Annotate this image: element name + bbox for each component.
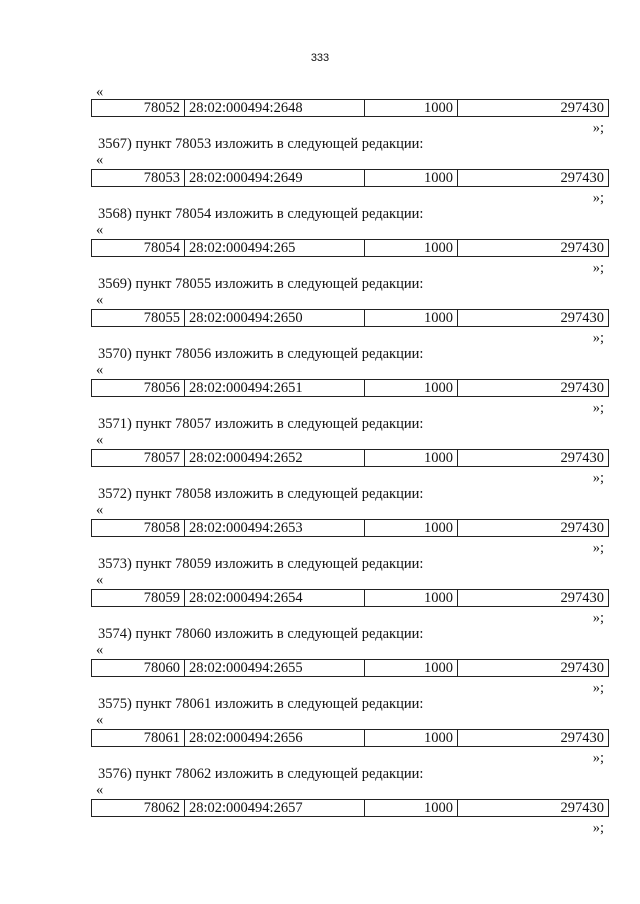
amendment-instruction: 3574) пункт 78060 изложить в следующей редакции: <box>98 626 424 642</box>
amendment-instruction: 3570) пункт 78056 изложить в следующей редакции: <box>98 346 424 362</box>
table-row <box>91 239 609 257</box>
item-number-cell: 78056 <box>92 380 185 396</box>
close-quote: »; <box>592 820 604 836</box>
close-quote: »; <box>592 750 604 766</box>
open-quote: « <box>96 84 104 100</box>
value-cell: 297430 <box>560 240 604 256</box>
table-row <box>91 449 609 467</box>
close-quote: »; <box>592 260 604 276</box>
close-quote: »; <box>592 120 604 136</box>
open-quote: « <box>96 432 104 448</box>
open-quote: « <box>96 712 104 728</box>
close-quote: »; <box>592 540 604 556</box>
amendment-instruction: 3572) пункт 78058 изложить в следующей редакции: <box>98 486 424 502</box>
area-cell: 1000 <box>365 450 458 466</box>
amendment-instruction: 3569) пункт 78055 изложить в следующей редакции: <box>98 276 424 292</box>
cadastral-number-cell: 28:02:000494:2648 <box>185 100 365 116</box>
amendment-instruction: 3568) пункт 78054 изложить в следующей редакции: <box>98 206 424 222</box>
item-number-cell: 78061 <box>92 730 185 746</box>
amendment-instruction: 3576) пункт 78062 изложить в следующей редакции: <box>98 766 424 782</box>
cadastral-number-cell: 28:02:000494:2653 <box>185 520 365 536</box>
table-row <box>91 799 609 817</box>
table-row <box>91 659 609 677</box>
item-number-cell: 78059 <box>92 590 185 606</box>
cadastral-number-cell: 28:02:000494:2655 <box>185 660 365 676</box>
cadastral-number-cell: 28:02:000494:2654 <box>185 590 365 606</box>
cadastral-number-cell: 28:02:000494:2649 <box>185 170 365 186</box>
value-cell: 297430 <box>560 590 604 606</box>
close-quote: »; <box>592 330 604 346</box>
value-cell: 297430 <box>560 170 604 186</box>
area-cell: 1000 <box>365 310 458 326</box>
open-quote: « <box>96 222 104 238</box>
area-cell: 1000 <box>365 590 458 606</box>
amendment-instruction: 3571) пункт 78057 изложить в следующей редакции: <box>98 416 424 432</box>
open-quote: « <box>96 362 104 378</box>
table-row <box>91 309 609 327</box>
close-quote: »; <box>592 470 604 486</box>
item-number-cell: 78058 <box>92 520 185 536</box>
open-quote: « <box>96 152 104 168</box>
area-cell: 1000 <box>365 170 458 186</box>
close-quote: »; <box>592 680 604 696</box>
value-cell: 297430 <box>560 660 604 676</box>
item-number-cell: 78060 <box>92 660 185 676</box>
table-row <box>91 729 609 747</box>
value-cell: 297430 <box>560 730 604 746</box>
item-number-cell: 78053 <box>92 170 185 186</box>
value-cell: 297430 <box>560 380 604 396</box>
value-cell: 297430 <box>560 800 604 816</box>
open-quote: « <box>96 642 104 658</box>
area-cell: 1000 <box>365 100 458 116</box>
close-quote: »; <box>592 400 604 416</box>
item-number-cell: 78054 <box>92 240 185 256</box>
value-cell: 297430 <box>560 450 604 466</box>
cadastral-number-cell: 28:02:000494:2650 <box>185 310 365 326</box>
open-quote: « <box>96 782 104 798</box>
item-number-cell: 78062 <box>92 800 185 816</box>
area-cell: 1000 <box>365 520 458 536</box>
area-cell: 1000 <box>365 800 458 816</box>
table-row <box>91 169 609 187</box>
cadastral-number-cell: 28:02:000494:2651 <box>185 380 365 396</box>
item-number-cell: 78057 <box>92 450 185 466</box>
open-quote: « <box>96 502 104 518</box>
amendment-instruction: 3567) пункт 78053 изложить в следующей редакции: <box>98 136 424 152</box>
cadastral-number-cell: 28:02:000494:2657 <box>185 800 365 816</box>
open-quote: « <box>96 572 104 588</box>
amendment-instruction: 3573) пункт 78059 изложить в следующей редакции: <box>98 556 424 572</box>
table-row <box>91 519 609 537</box>
table-row <box>91 589 609 607</box>
area-cell: 1000 <box>365 380 458 396</box>
table-row <box>91 379 609 397</box>
open-quote: « <box>96 292 104 308</box>
close-quote: »; <box>592 190 604 206</box>
value-cell: 297430 <box>560 310 604 326</box>
item-number-cell: 78055 <box>92 310 185 326</box>
area-cell: 1000 <box>365 240 458 256</box>
value-cell: 297430 <box>560 100 604 116</box>
cadastral-number-cell: 28:02:000494:2652 <box>185 450 365 466</box>
cadastral-number-cell: 28:02:000494:265 <box>185 240 365 256</box>
area-cell: 1000 <box>365 730 458 746</box>
item-number-cell: 78052 <box>92 100 185 116</box>
page-number: 333 <box>310 52 330 64</box>
amendment-instruction: 3575) пункт 78061 изложить в следующей редакции: <box>98 696 424 712</box>
cadastral-number-cell: 28:02:000494:2656 <box>185 730 365 746</box>
table-row <box>91 99 609 117</box>
value-cell: 297430 <box>560 520 604 536</box>
area-cell: 1000 <box>365 660 458 676</box>
close-quote: »; <box>592 610 604 626</box>
